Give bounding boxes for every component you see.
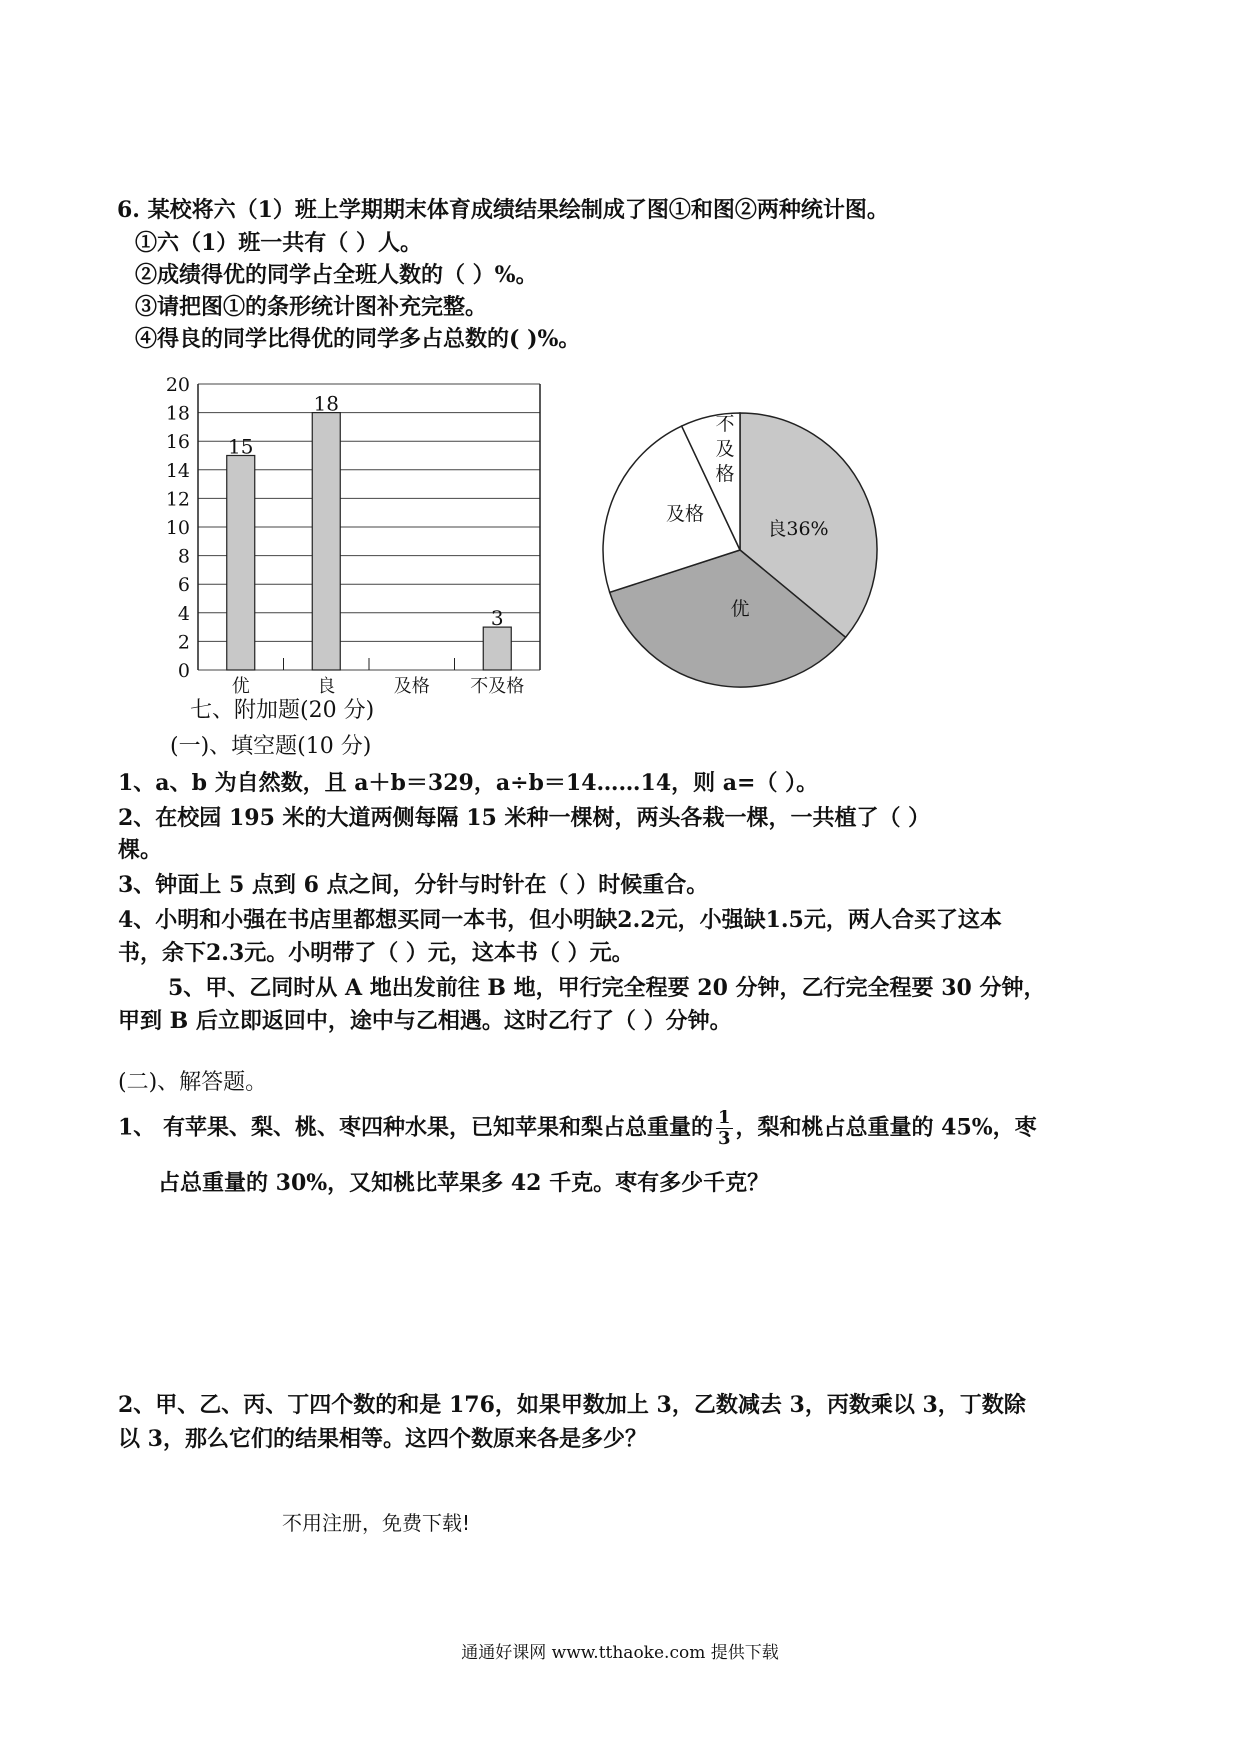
pie-label: 良36%: [767, 518, 829, 540]
data-label: 18: [313, 391, 339, 416]
solve-q1-line1: [118, 1108, 1037, 1149]
y-tick-label: 0: [177, 660, 190, 682]
bar: [227, 456, 255, 671]
y-tick-label: 2: [177, 631, 190, 654]
solve-q1-post: ，梨和桃占总重量的 45%，枣: [735, 1114, 1037, 1141]
fraction-numerator: 1: [717, 1107, 731, 1128]
solve-q2-line1: 2、甲、乙、丙、丁四个数的和是 176，如果甲数加上 3，乙数减去 3，丙数乘以 3，丁数除: [118, 1392, 1026, 1418]
y-tick-label: 4: [177, 602, 190, 625]
fill-q4-line1: 4、小明和小强在书店里都想买同一本书，但小明缺2.2元，小强缺1.5元，两人合买了这本: [118, 907, 1002, 933]
solve-section-title: (二)、解答题。: [118, 1070, 268, 1095]
download-notice: 不用注册，免费下载!: [282, 1511, 471, 1535]
pie-label: 及: [715, 438, 735, 460]
pie-label: 优: [730, 598, 750, 620]
data-label: 15: [228, 434, 254, 459]
y-tick-label: 18: [165, 402, 190, 425]
fill-q5-line1: 5、甲、乙同时从 A 地出发前往 B 地，甲行完全程要 20 分钟，乙行完全程要 30 分钟，: [168, 975, 1046, 1001]
q6-sub2: ②成绩得优的同学占全班人数的（ ）%。: [135, 262, 538, 288]
data-label: 3: [490, 606, 504, 631]
pie-label: 不: [715, 413, 735, 435]
y-tick-label: 10: [165, 517, 190, 539]
y-tick-label: 12: [165, 488, 190, 511]
solve-q1-line2: 占总重量的 30%，又知桃比苹果多 42 千克。枣有多少千克？: [158, 1170, 770, 1196]
solve-q1-pre: 1、 有苹果、梨、桃、枣四种水果，已知苹果和梨占总重量的: [118, 1114, 713, 1141]
bar: [312, 413, 340, 670]
fill-q2-line1: 2、在校园 195 米的大道两侧每隔 15 米种一棵树，两头各栽一棵，一共植了（ ）: [118, 805, 931, 831]
section7-title: 七、附加题(20 分): [190, 698, 375, 723]
q6-stem: 6. 某校将六（1）班上学期期末体育成绩结果绘制成了图①和图②两种统计图。: [117, 197, 889, 223]
category-label: 不及格: [470, 676, 525, 697]
solve-q2-line2: 以 3，那么它们的结果相等。这四个数原来各是多少？: [118, 1426, 647, 1452]
category-label: 良: [317, 676, 336, 697]
q6-sub4: ④得良的同学比得优的同学多占总数的( )%。: [135, 326, 581, 352]
y-tick-label: 6: [177, 574, 190, 597]
fill-q5-line2: 甲到 B 后立即返回中，途中与乙相遇。这时乙行了（ ）分钟。: [118, 1008, 732, 1034]
y-tick-label: 8: [177, 545, 190, 568]
y-tick-label: 16: [165, 431, 190, 454]
fill-q1: 1、a、b 为自然数，且 a＋b＝329，a÷b＝14……14，则 a=（ ）。: [118, 770, 819, 796]
bar-chart: [150, 370, 550, 710]
pie-label: 及格: [665, 503, 705, 525]
fill-q4-line2: 书，余下2.3元。小明带了（ ）元，这本书（ ）元。: [118, 940, 634, 966]
q6-sub1: ①六（1）班一共有（ ）人。: [135, 230, 422, 256]
y-tick-label: 20: [165, 374, 190, 396]
fill-section-title: (一)、填空题(10 分): [170, 734, 372, 759]
fraction-one-third: [716, 1108, 733, 1149]
category-label: 及格: [393, 676, 430, 697]
fill-q2-line2: 棵。: [118, 837, 163, 863]
footer-credit: 通通好课网 www.tthaoke.com 提供下载: [461, 1643, 779, 1663]
pie-chart: [590, 400, 890, 700]
y-tick-label: 14: [165, 459, 190, 482]
pie-label: 格: [715, 463, 735, 485]
fill-q3: 3、钟面上 5 点到 6 点之间，分针与时针在（ ）时候重合。: [118, 872, 709, 898]
q6-sub3: ③请把图①的条形统计图补充完整。: [135, 294, 488, 320]
bar: [483, 627, 511, 670]
category-label: 优: [231, 676, 250, 697]
fraction-denominator: 3: [717, 1128, 731, 1149]
